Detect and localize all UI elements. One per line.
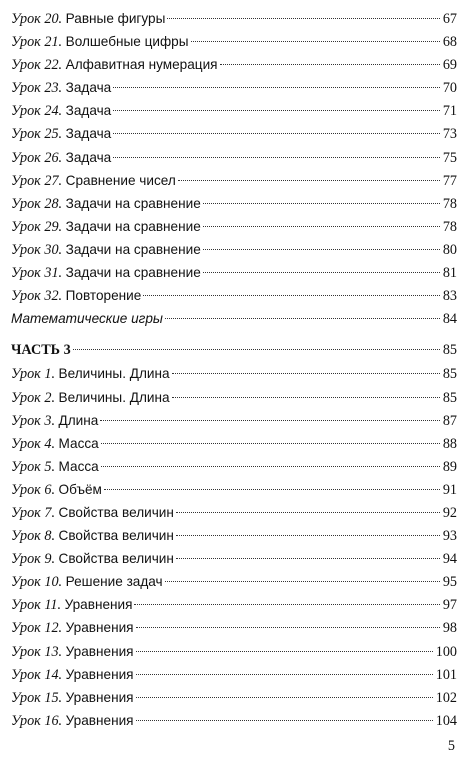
page-ref: 75	[442, 149, 457, 166]
part-title: ЧАСТЬ 3	[11, 342, 71, 359]
toc-entry	[11, 455, 457, 478]
lesson-label: Урок 11.	[11, 597, 62, 614]
lesson-label: Урок 2.	[11, 389, 55, 406]
page-ref: 83	[442, 288, 457, 305]
dot-leader	[134, 604, 439, 605]
page-ref: 94	[442, 551, 457, 568]
toc-entry	[11, 261, 457, 284]
lesson-title: Задача	[65, 149, 112, 165]
lesson-label: Урок 8.	[11, 528, 55, 545]
dot-leader	[113, 157, 440, 158]
page-ref: 92	[442, 504, 457, 521]
lesson-title: Свойства величин	[58, 504, 174, 520]
page-ref: 89	[442, 458, 457, 475]
dot-leader	[101, 443, 440, 444]
toc-part-heading	[11, 339, 457, 362]
page-ref: 101	[435, 666, 457, 683]
lesson-title: Задача	[65, 103, 112, 119]
lesson-title: Объём	[58, 481, 102, 497]
toc-entry	[11, 593, 457, 616]
lesson-title: Задачи на сравнение	[65, 218, 201, 234]
page-ref: 102	[435, 689, 457, 706]
toc-entry	[11, 570, 457, 593]
toc-entry	[11, 76, 457, 99]
lesson-label: Урок 29.	[11, 218, 63, 235]
lesson-title: Уравнения	[65, 666, 134, 682]
dot-leader	[113, 133, 440, 134]
lesson-title: Величины. Длина	[58, 366, 170, 382]
dot-leader	[220, 64, 440, 65]
toc-entry	[11, 146, 457, 169]
toc-entry-games	[11, 307, 457, 330]
games-title: Математические игры	[11, 311, 163, 327]
table-of-contents	[11, 7, 457, 732]
toc-entry	[11, 99, 457, 122]
lesson-title: Решение задач	[65, 574, 163, 590]
dot-leader	[113, 87, 440, 88]
page-ref: 80	[442, 241, 457, 258]
lesson-label: Урок 1.	[11, 366, 55, 383]
toc-entry	[11, 686, 457, 709]
page-ref: 98	[442, 620, 457, 637]
page-ref: 77	[442, 172, 457, 189]
lesson-label: Урок 14.	[11, 666, 63, 683]
toc-entry	[11, 192, 457, 215]
page-ref: 78	[442, 195, 457, 212]
lesson-label: Урок 15.	[11, 689, 63, 706]
lesson-title: Свойства величин	[58, 528, 174, 544]
lesson-title: Алфавитная нумерация	[65, 57, 218, 73]
lesson-label: Урок 23.	[11, 80, 63, 97]
page-ref: 91	[442, 481, 457, 498]
page-ref: 68	[442, 34, 457, 51]
lesson-title: Равные фигуры	[65, 11, 166, 26]
lesson-title: Уравнения	[65, 689, 134, 705]
lesson-label: Урок 26.	[11, 149, 63, 166]
lesson-label: Урок 21.	[11, 34, 63, 51]
toc-entry	[11, 169, 457, 192]
page-ref: 87	[442, 412, 457, 429]
page-ref: 100	[435, 643, 457, 660]
page-ref: 78	[442, 218, 457, 235]
page-ref: 70	[442, 80, 457, 97]
lesson-label: Урок 13.	[11, 643, 63, 660]
toc-entry	[11, 386, 457, 409]
page-ref: 104	[435, 712, 457, 729]
lesson-title: Задачи на сравнение	[65, 195, 201, 211]
lesson-label: Урок 10.	[11, 574, 63, 591]
dot-leader	[136, 720, 433, 721]
lesson-title: Свойства величин	[58, 551, 174, 567]
lesson-label: Урок 3.	[11, 412, 55, 429]
page-ref: 81	[442, 265, 457, 282]
lesson-label: Урок 16.	[11, 712, 63, 729]
lesson-title: Повторение	[65, 288, 142, 304]
lesson-label: Урок 7.	[11, 504, 55, 521]
lesson-title: Масса	[58, 458, 99, 474]
lesson-label: Урок 20.	[11, 11, 63, 27]
lesson-title: Уравнения	[65, 620, 134, 636]
dot-leader	[101, 466, 440, 467]
dot-leader	[176, 512, 440, 513]
page-ref: 71	[442, 103, 457, 120]
lesson-label: Урок 31.	[11, 265, 63, 282]
page-ref: 95	[442, 574, 457, 591]
lesson-label: Урок 24.	[11, 103, 63, 120]
page-ref: 85	[442, 389, 457, 406]
page-ref: 84	[442, 311, 457, 328]
toc-entry	[11, 215, 457, 238]
lesson-title: Задачи на сравнение	[65, 265, 201, 281]
toc-entry	[11, 432, 457, 455]
lesson-title: Задача	[65, 126, 112, 142]
toc-entry	[11, 547, 457, 570]
dot-leader	[178, 180, 440, 181]
dot-leader	[165, 581, 440, 582]
toc-entry	[11, 362, 457, 385]
lesson-label: Урок 32.	[11, 288, 63, 305]
page-ref: 88	[442, 435, 457, 452]
toc-entry	[11, 409, 457, 432]
toc-entry	[11, 640, 457, 663]
page-number: 5	[447, 738, 455, 754]
dot-leader	[143, 295, 440, 296]
lesson-label: Урок 28.	[11, 195, 63, 212]
lesson-title: Волшебные цифры	[65, 34, 189, 50]
dot-leader	[203, 272, 440, 273]
lesson-label: Урок 6.	[11, 481, 55, 498]
dot-leader	[172, 373, 440, 374]
toc-entry	[11, 122, 457, 145]
lesson-title: Масса	[58, 435, 99, 451]
dot-leader	[167, 18, 439, 19]
dot-leader	[136, 674, 433, 675]
page-ref: 97	[442, 597, 457, 614]
page-ref: 73	[442, 126, 457, 143]
lesson-title: Задача	[65, 80, 112, 96]
lesson-label: Урок 22.	[11, 57, 63, 74]
page-ref: 85	[442, 366, 457, 383]
dot-leader	[73, 349, 440, 350]
toc-entry	[11, 30, 457, 53]
toc-entry	[11, 524, 457, 547]
dot-leader	[176, 558, 440, 559]
dot-leader	[136, 651, 433, 652]
lesson-label: Урок 12.	[11, 620, 63, 637]
toc-entry	[11, 238, 457, 261]
dot-leader	[176, 535, 440, 536]
page-ref: 67	[442, 11, 457, 27]
dot-leader	[104, 489, 440, 490]
dot-leader	[113, 110, 440, 111]
dot-leader	[203, 203, 440, 204]
dot-leader	[136, 697, 433, 698]
lesson-title: Уравнения	[64, 597, 133, 613]
page-ref: 85	[442, 342, 457, 359]
dot-leader	[136, 627, 440, 628]
lesson-label: Урок 5.	[11, 458, 55, 475]
toc-entry	[11, 478, 457, 501]
lesson-title: Сравнение чисел	[65, 172, 176, 188]
toc-entry	[11, 284, 457, 307]
lesson-label: Урок 4.	[11, 435, 55, 452]
dot-leader	[165, 318, 440, 319]
page-ref: 69	[442, 57, 457, 74]
dot-leader	[191, 41, 440, 42]
toc-entry	[11, 616, 457, 639]
toc-entry	[11, 663, 457, 686]
page-ref: 93	[442, 528, 457, 545]
lesson-title: Уравнения	[65, 643, 134, 659]
dot-leader	[100, 420, 439, 421]
toc-entry	[11, 53, 457, 76]
dot-leader	[172, 397, 440, 398]
lesson-title: Уравнения	[65, 712, 134, 728]
toc-entry	[11, 7, 457, 30]
lesson-title: Величины. Длина	[58, 389, 170, 405]
lesson-label: Урок 9.	[11, 551, 55, 568]
lesson-label: Урок 25.	[11, 126, 63, 143]
dot-leader	[203, 226, 440, 227]
lesson-label: Урок 30.	[11, 241, 63, 258]
toc-entry	[11, 501, 457, 524]
lesson-title: Длина	[58, 412, 99, 428]
lesson-title: Задачи на сравнение	[65, 241, 201, 257]
toc-entry	[11, 709, 457, 732]
lesson-label: Урок 27.	[11, 172, 63, 189]
dot-leader	[203, 249, 440, 250]
